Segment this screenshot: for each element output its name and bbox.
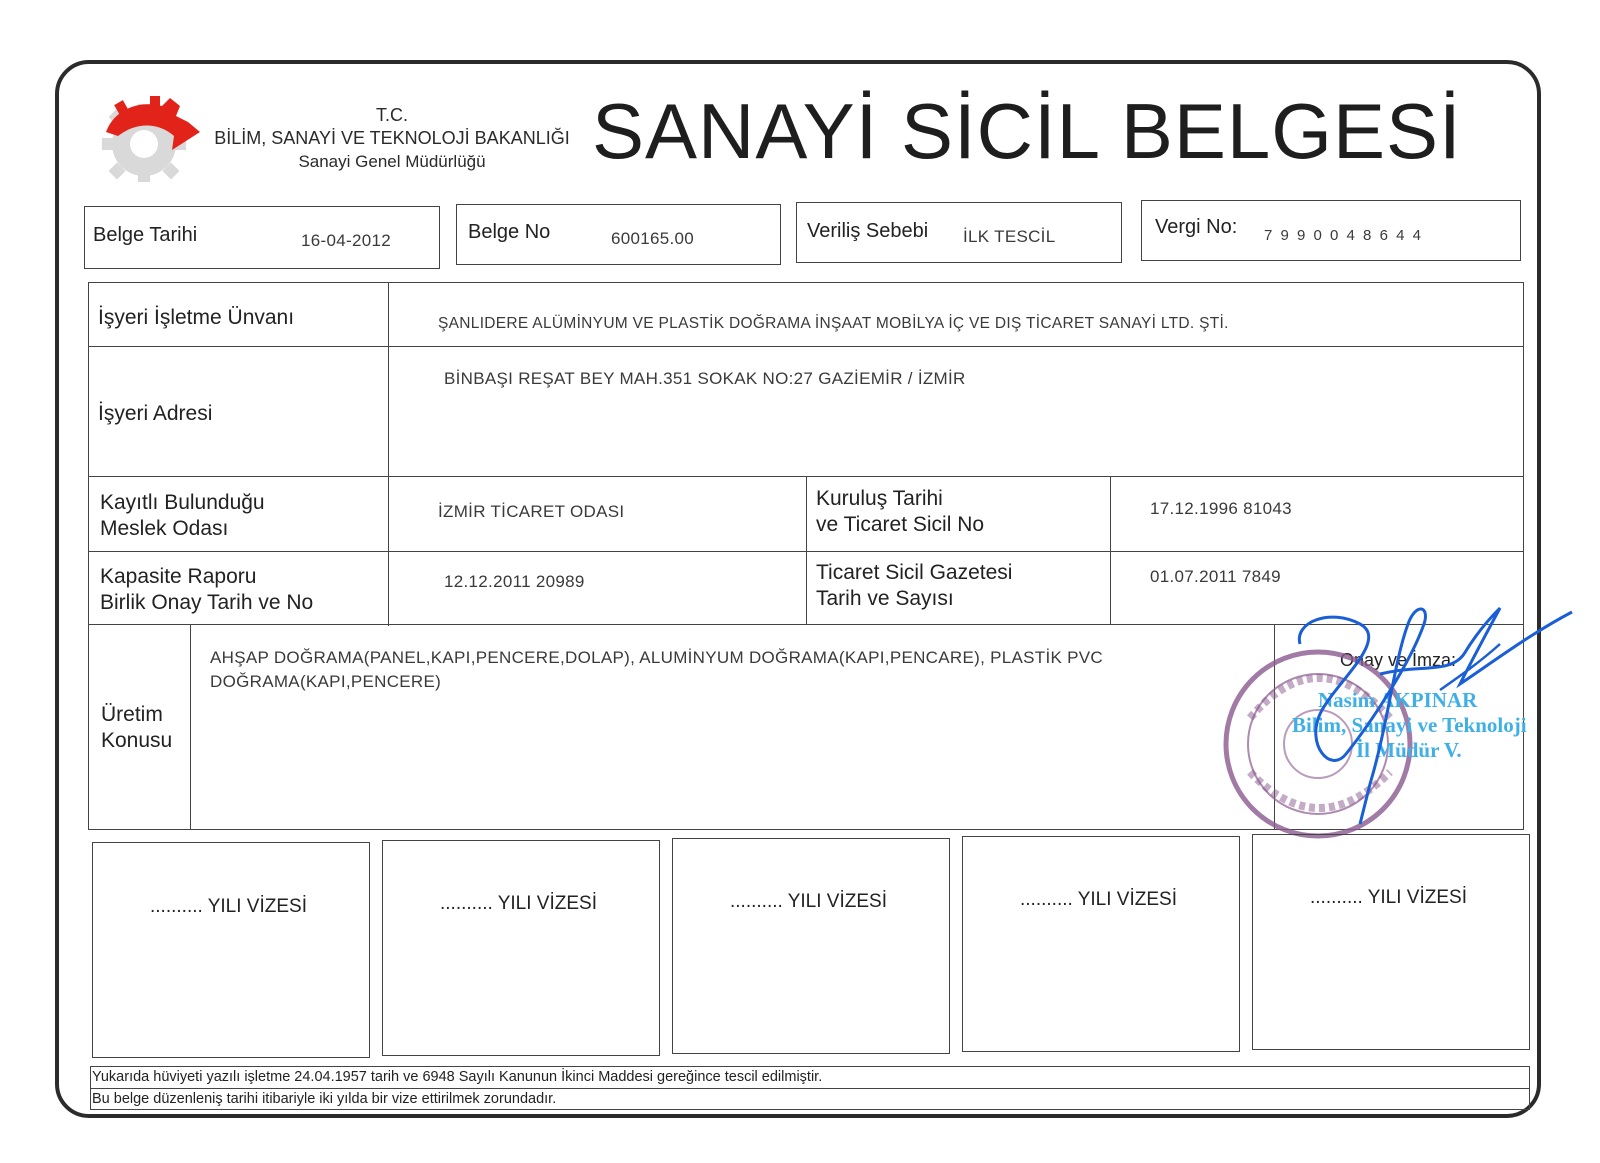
uretim-value-line: DOĞRAMA(KAPI,PENCERE) <box>210 672 442 691</box>
meslek-value: İZMİR TİCARET ODASI <box>438 502 625 521</box>
unvan-label: İşyeri İşletme Ünvanı <box>98 306 295 329</box>
vize-label: .......... YILI VİZESİ <box>1020 889 1177 910</box>
stamp-line2: Bilim, Sanayi ve Teknoloji <box>1292 713 1527 737</box>
tc-label: T.C. <box>375 105 408 125</box>
stamp-line3: İl Müdür V. <box>1356 738 1462 762</box>
ministry-name: BİLİM, SANAYİ VE TEKNOLOJİ BAKANLIĞI <box>214 128 570 148</box>
signature-icon <box>1290 604 1580 844</box>
belge-no-label: Belge No <box>468 221 551 243</box>
meslek-label-line: Kayıtlı Bulunduğu <box>100 491 265 514</box>
vize-label: .......... YILI VİZESİ <box>150 896 307 917</box>
belge-tarihi-value: 16-04-2012 <box>301 231 391 250</box>
adres-value: BİNBAŞI REŞAT BEY MAH.351 SOKAK NO:27 GAZİEMİR / İZMİR <box>444 369 966 388</box>
verilis-sebebi-label: Veriliş Sebebi <box>807 220 929 242</box>
directorate-name: Sanayi Genel Müdürlüğü <box>298 152 486 171</box>
belge-tarihi-box <box>84 206 440 269</box>
kurulus-label-line: ve Ticaret Sicil No <box>816 513 985 536</box>
uretim-label-line: Üretim <box>101 703 163 726</box>
vize-box <box>1252 834 1530 1050</box>
page-title: SANAYİ SİCİL BELGESİ <box>592 87 1462 175</box>
vize-label: .......... YILI VİZESİ <box>1310 887 1467 908</box>
gazete-value: 01.07.2011 7849 <box>1150 567 1281 586</box>
vize-box <box>962 836 1240 1052</box>
belge-tarihi-label: Belge Tarihi <box>93 224 198 246</box>
uretim-value-line: AHŞAP DOĞRAMA(PANEL,KAPI,PENCERE,DOLAP), ALUMİNYUM DOĞRAMA(KAPI,PENCARE), PLASTİK PVC <box>210 648 1104 667</box>
kapasite-value: 12.12.2011 20989 <box>444 572 585 591</box>
vize-box <box>672 838 950 1054</box>
ministry-header <box>212 105 572 173</box>
vergi-no-value: 7 9 9 0 0 4 8 6 4 4 <box>1264 227 1423 244</box>
table-divider <box>88 346 1524 347</box>
vize-label: .......... YILI VİZESİ <box>730 891 887 912</box>
table-divider <box>1110 476 1111 624</box>
gazete-label-line: Ticaret Sicil Gazetesi <box>816 561 1013 584</box>
gazete-label-line: Tarih ve Sayısı <box>816 587 954 610</box>
verilis-sebebi-value: İLK TESCİL <box>963 227 1056 246</box>
kapasite-label <box>100 564 313 616</box>
table-divider <box>806 476 807 624</box>
vize-label: .......... YILI VİZESİ <box>440 893 597 914</box>
vize-box <box>382 840 660 1056</box>
footer-divider <box>90 1088 1530 1089</box>
kurulus-value: 17.12.1996 81043 <box>1150 499 1292 518</box>
footer-line-1: Yukarıda hüviyeti yazılı işletme 24.04.1957 tarih ve 6948 Sayılı Kanunun İkinci Maddesi gereğince tescil edilmiştir. <box>92 1069 823 1085</box>
kapasite-label-line: Birlik Onay Tarih ve No <box>100 591 314 614</box>
adres-label: İşyeri Adresi <box>98 402 213 425</box>
meslek-label-line: Meslek Odası <box>100 517 229 540</box>
kurulus-label <box>816 486 984 538</box>
gazete-label <box>816 560 1012 612</box>
footer-line-2: Bu belge düzenleniş tarihi itibariyle iki yılda bir vize ettirilmek zorundadır. <box>92 1091 557 1107</box>
vize-box <box>92 842 370 1058</box>
meslek-label <box>100 490 265 542</box>
stamp-name: Nasim AKPINAR <box>1318 688 1478 712</box>
onay-label: Onay ve İmza: <box>1340 650 1457 670</box>
gear-arrow-logo-icon <box>92 92 204 184</box>
vergi-no-label: Vergi No: <box>1155 216 1238 238</box>
belge-no-value: 600165.00 <box>611 229 695 248</box>
table-divider <box>388 282 389 626</box>
uretim-label-line: Konusu <box>101 729 173 752</box>
kurulus-label-line: Kuruluş Tarihi <box>816 487 943 510</box>
table-divider <box>190 624 191 830</box>
unvan-value: ŞANLIDERE ALÜMİNYUM VE PLASTİK DOĞRAMA İNŞAAT MOBİLYA İÇ VE DIŞ TİCARET SANAYİ LTD. ŞTİ. <box>438 315 1229 332</box>
uretim-value <box>210 646 1103 694</box>
uretim-label <box>101 702 172 754</box>
belge-no-box <box>456 204 781 265</box>
kapasite-label-line: Kapasite Raporu <box>100 565 257 588</box>
vergi-no-box <box>1141 200 1521 261</box>
verilis-sebebi-box <box>796 202 1122 263</box>
